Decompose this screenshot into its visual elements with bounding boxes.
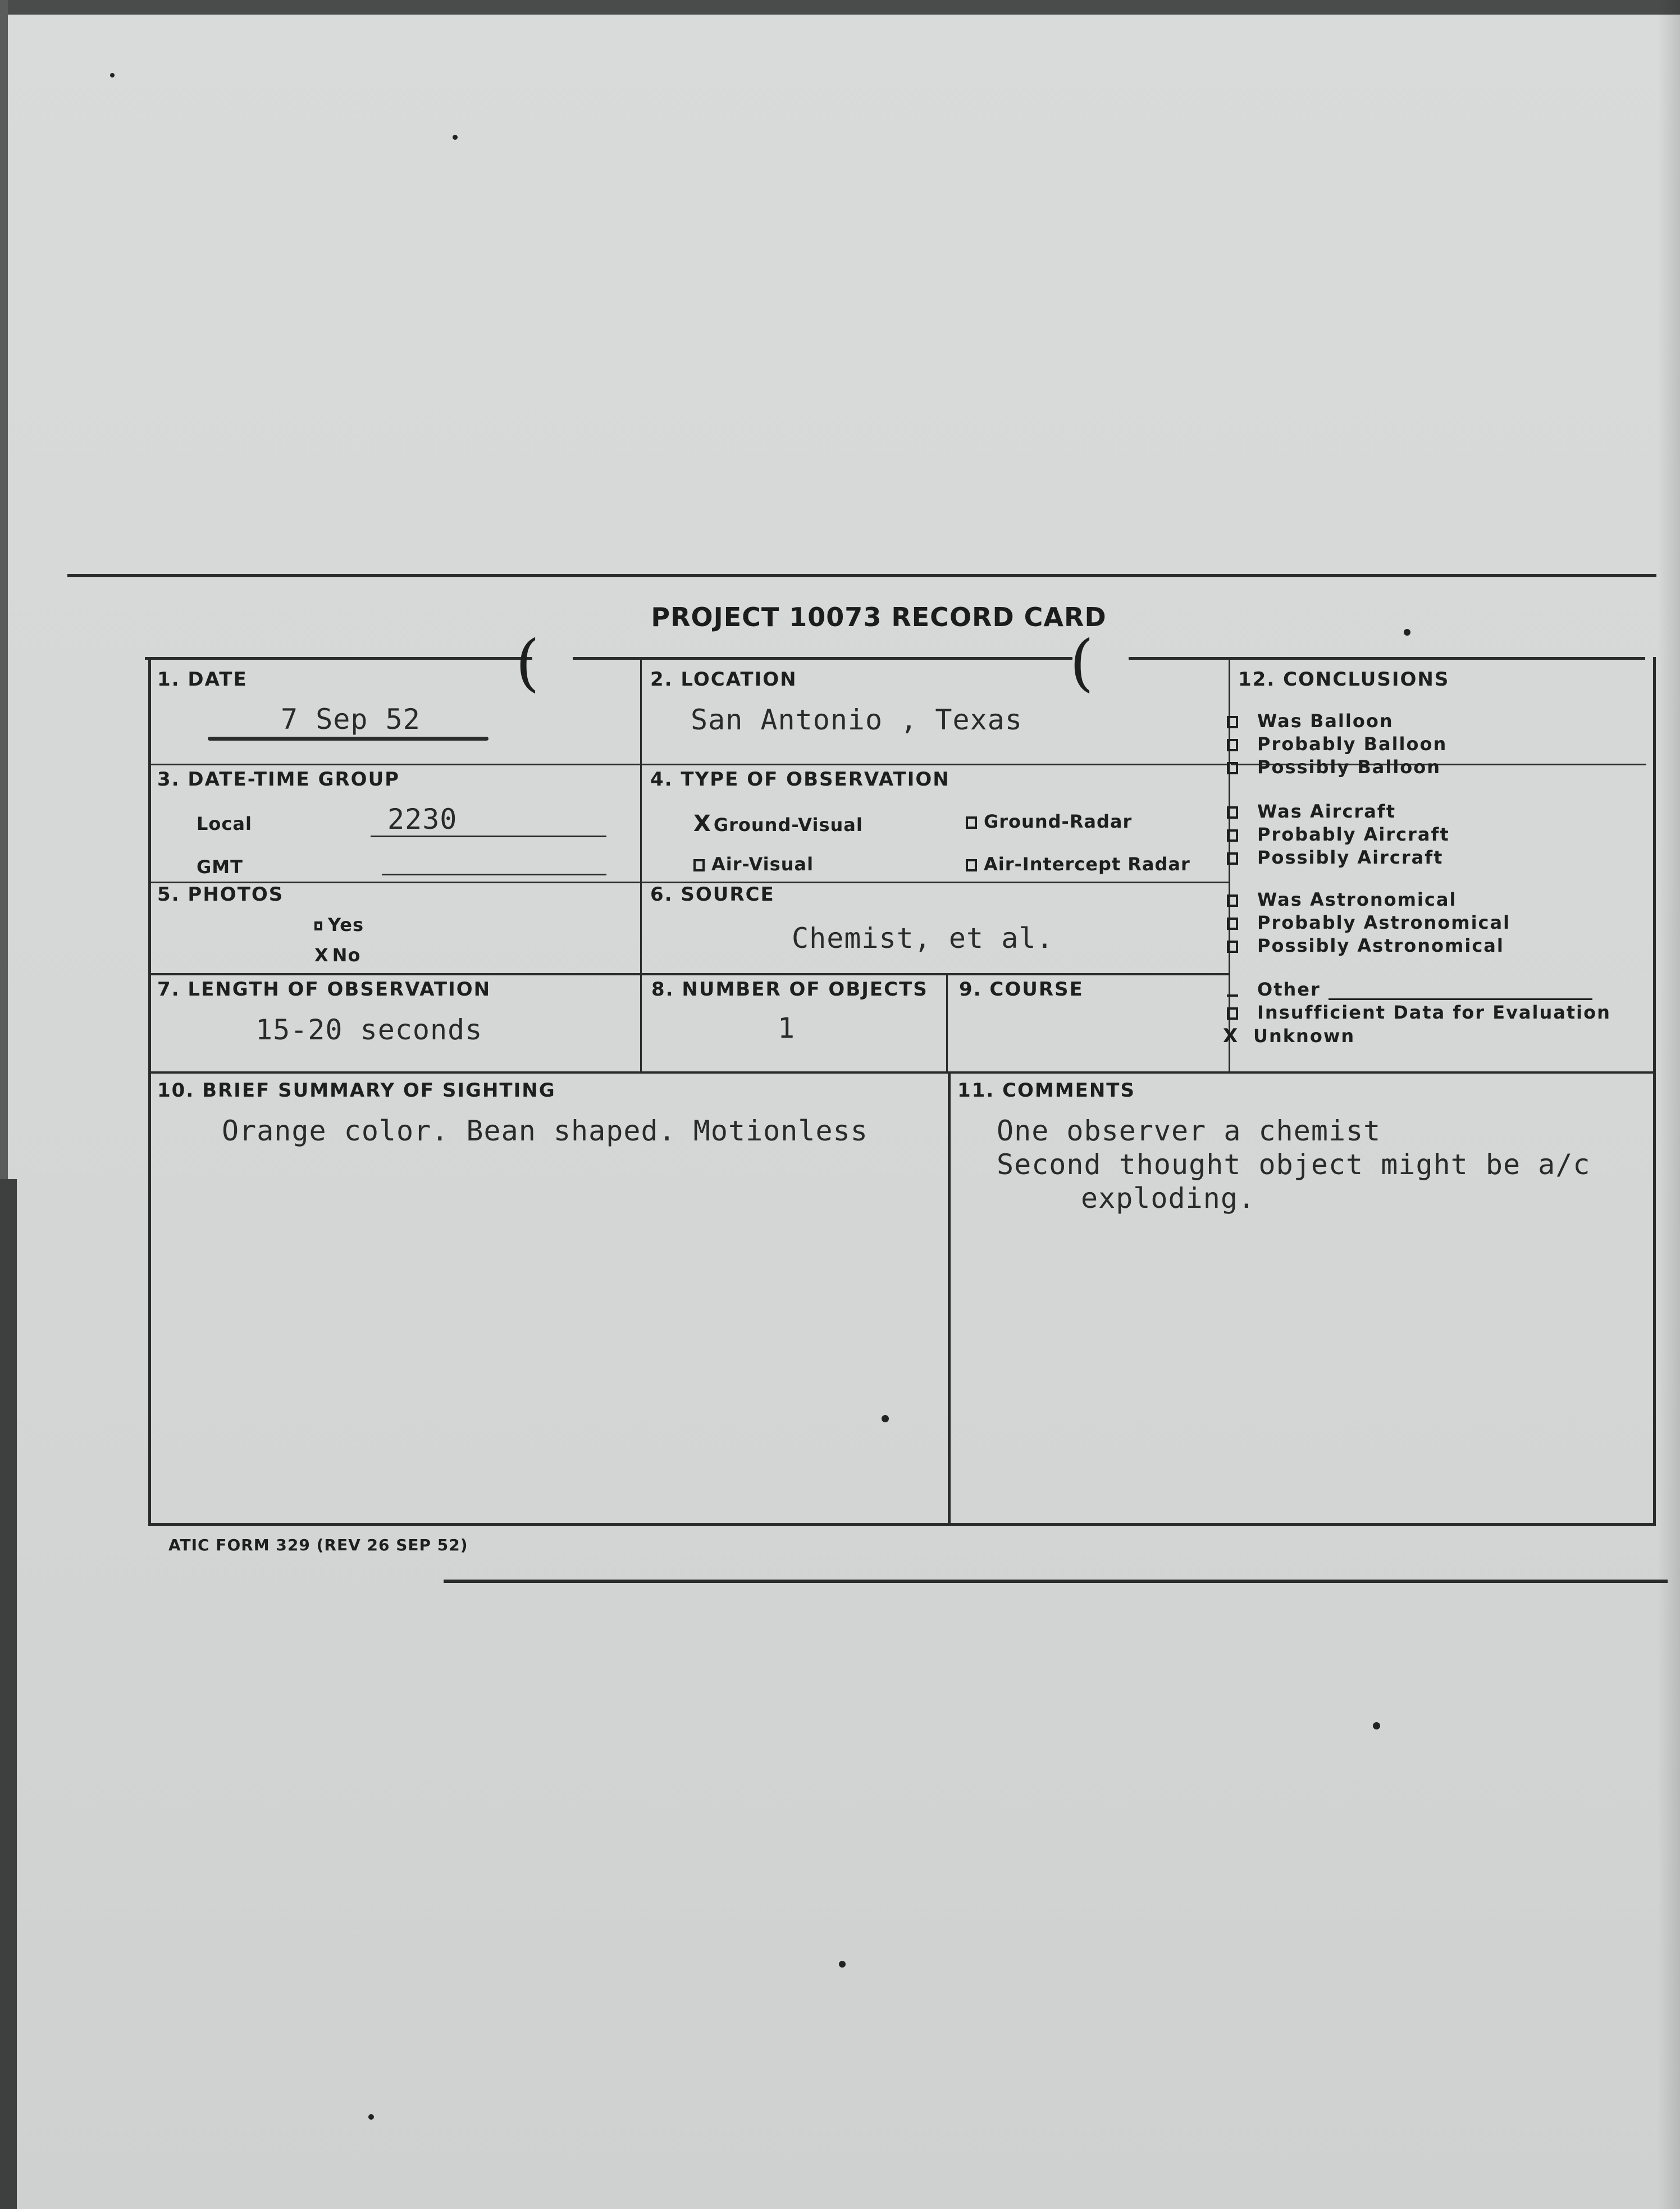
conclusion-was-aircraft: Was Aircraft [1227, 801, 1396, 822]
conclusion-probably-balloon: Probably Balloon [1227, 733, 1447, 755]
dust-speck [882, 1415, 889, 1422]
checkbox [1227, 739, 1238, 751]
conclusion-insufficient-data: Insufficient Data for Evaluation [1227, 1002, 1611, 1023]
scan-left-shadow [0, 1179, 17, 2209]
photos-label: 5. PHOTOS [157, 883, 284, 906]
conclusion-was-balloon: Was Balloon [1227, 710, 1394, 732]
frame-left-line [148, 657, 151, 1526]
check-mark: X [314, 944, 329, 966]
frame-right-line [1653, 657, 1656, 1526]
obs-air-visual: Air-Visual [693, 854, 814, 875]
checkbox [1227, 1007, 1238, 1020]
conclusion-possibly-balloon: Possibly Balloon [1227, 756, 1441, 778]
comments-line-2: Second thought object might be a/c [997, 1148, 1591, 1181]
source-value: Chemist, et al. [792, 922, 1054, 955]
form-id: ATIC FORM 329 (REV 26 SEP 52) [168, 1536, 468, 1554]
location-label: 2. LOCATION [650, 668, 797, 691]
source-label: 6. SOURCE [650, 883, 775, 906]
photos-no: X No [314, 944, 361, 966]
checkbox [314, 921, 322, 930]
conclusion-possibly-astronomical: Possibly Astronomical [1227, 935, 1504, 956]
course-label: 9. COURSE [959, 978, 1084, 1001]
checkbox [1227, 984, 1238, 997]
checkbox [1227, 716, 1238, 728]
dust-speck [1373, 1722, 1380, 1729]
bracket-mark: ( [1070, 627, 1094, 699]
scan-right-shadow [1658, 0, 1680, 2209]
frame-top-line [573, 657, 1072, 660]
frame-top-line [145, 657, 532, 660]
check-mark: X [1223, 1025, 1239, 1047]
conclusion-probably-astronomical: Probably Astronomical [1227, 912, 1510, 933]
local-label: Local [197, 813, 252, 834]
checkbox [1227, 762, 1238, 774]
conclusion-possibly-aircraft: Possibly Aircraft [1227, 847, 1443, 868]
local-time-value: 2230 [387, 803, 458, 836]
other-underline [1329, 998, 1592, 1000]
dust-speck [839, 1961, 846, 1968]
comments-line-1: One observer a chemist [997, 1115, 1381, 1147]
checkbox [693, 859, 705, 871]
frame-top-line [1129, 657, 1645, 660]
checkbox [1227, 806, 1238, 819]
divider-summary [948, 1072, 951, 1525]
row-divider [148, 1071, 1656, 1074]
date-value: 7 Sep 52 [281, 703, 421, 736]
obs-ground-radar: Ground-Radar [966, 811, 1132, 832]
comments-line-3: exploding. [1081, 1182, 1256, 1215]
frame-bottom-line [148, 1523, 1656, 1526]
date-time-group-label: 3. DATE-TIME GROUP [157, 768, 400, 791]
scan-top-edge [0, 0, 1680, 15]
brief-summary-value: Orange color. Bean shaped. Motionless [222, 1115, 868, 1147]
dust-speck [1404, 629, 1410, 636]
number-of-objects-label: 8. NUMBER OF OBJECTS [651, 978, 928, 1001]
date-underline-stroke [208, 737, 489, 741]
local-underline [371, 836, 606, 837]
conclusion-was-astronomical: Was Astronomical [1227, 889, 1457, 910]
checkbox [1227, 829, 1238, 842]
type-of-observation-label: 4. TYPE OF OBSERVATION [650, 768, 950, 791]
obs-ground-visual: X Ground-Visual [693, 811, 863, 837]
length-value: 15-20 seconds [255, 1014, 483, 1046]
gmt-label: GMT [197, 856, 243, 878]
date-label: 1. DATE [157, 668, 248, 691]
card-title: PROJECT 10073 RECORD CARD [651, 602, 1107, 632]
conclusion-other: Other [1227, 979, 1592, 1000]
row-divider [148, 973, 1229, 975]
dust-speck [368, 2114, 374, 2120]
checkbox [1227, 852, 1238, 865]
check-mark: X [693, 811, 711, 837]
card-bottom-rule [444, 1580, 1668, 1583]
photos-yes: Yes [314, 914, 364, 935]
conclusions-label: 12. CONCLUSIONS [1238, 668, 1450, 691]
comments-label: 11. COMMENTS [957, 1079, 1135, 1102]
card-top-rule [67, 574, 1656, 577]
divider-col1 [640, 660, 642, 1072]
checkbox [1227, 918, 1238, 930]
conclusion-unknown: X Unknown [1223, 1025, 1355, 1047]
checkbox [966, 859, 977, 871]
location-value: San Antonio , Texas [691, 704, 1022, 736]
obs-air-intercept-radar: Air-Intercept Radar [966, 854, 1190, 875]
bracket-mark: ( [515, 627, 540, 699]
checkbox [1227, 941, 1238, 953]
brief-summary-label: 10. BRIEF SUMMARY OF SIGHTING [157, 1079, 556, 1102]
divider-course [946, 974, 948, 1072]
dust-speck [110, 73, 115, 77]
gmt-underline [382, 874, 606, 875]
dust-speck [453, 135, 458, 140]
checkbox [966, 816, 977, 829]
conclusion-probably-aircraft: Probably Aircraft [1227, 824, 1450, 845]
checkbox [1227, 894, 1238, 907]
row-divider [148, 764, 1229, 765]
length-label: 7. LENGTH OF OBSERVATION [157, 978, 491, 1001]
number-of-objects-value: 1 [778, 1012, 796, 1044]
